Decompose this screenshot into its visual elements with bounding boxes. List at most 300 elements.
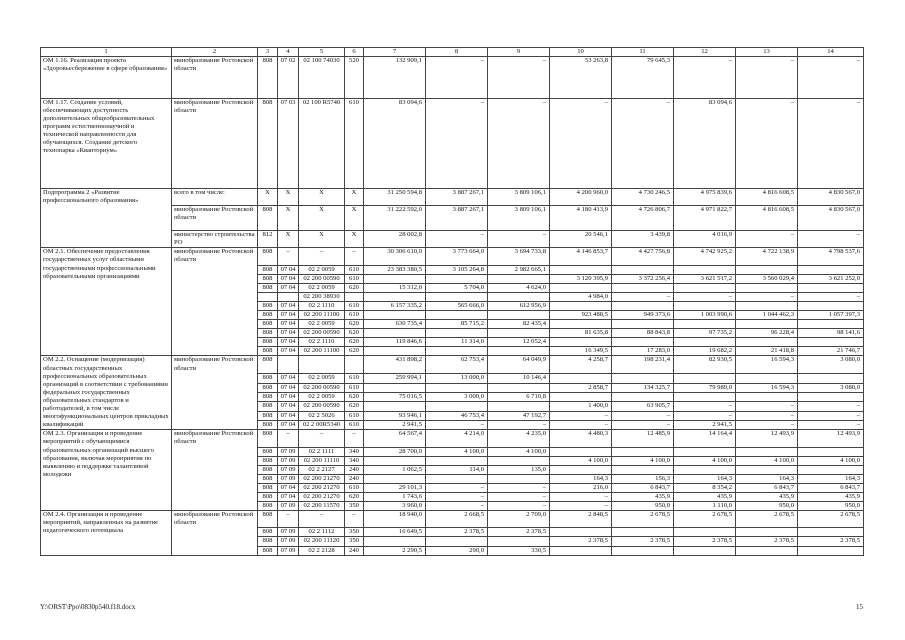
cell-col-9: – bbox=[488, 57, 550, 99]
cell-col-8: 3 105 264,8 bbox=[426, 265, 488, 274]
cell-col-4 bbox=[278, 292, 299, 301]
cell-col-8 bbox=[426, 402, 488, 411]
cell-col-12 bbox=[674, 265, 736, 274]
cell-col-13: 164,3 bbox=[736, 474, 798, 483]
cell-col-9: 6 710,8 bbox=[488, 392, 550, 401]
cell-col-8: 5 704,0 bbox=[426, 283, 488, 292]
cell-col-5: – bbox=[299, 511, 345, 528]
cell-col-11: 4 726 806,7 bbox=[612, 205, 674, 230]
cell-col-4: 07 04 bbox=[278, 411, 299, 420]
table-row bbox=[41, 98, 864, 188]
cell-col-7: 2 941,5 bbox=[364, 420, 426, 429]
cell-col-12 bbox=[674, 392, 736, 401]
cell-col-4: 07 04 bbox=[278, 320, 299, 329]
cell-col-6: 610 bbox=[345, 420, 364, 429]
cell-col-5: 02 2 1112 bbox=[299, 528, 345, 537]
cell-col-8: 13 000,0 bbox=[426, 374, 488, 383]
cell-col-7 bbox=[364, 537, 426, 546]
cell-col-3: 808 bbox=[258, 511, 278, 528]
cell-col-13 bbox=[736, 528, 798, 537]
cell-col-13: 435,9 bbox=[736, 492, 798, 501]
cell-col-3: 808 bbox=[258, 283, 278, 292]
cell-col-7 bbox=[364, 383, 426, 392]
cell-col-3: 808 bbox=[258, 420, 278, 429]
cell-col-3: 808 bbox=[258, 320, 278, 329]
cell-col-14: 164,3 bbox=[798, 474, 864, 483]
cell-col-13: 2 378,5 bbox=[736, 537, 798, 546]
cell-col-14: 950,0 bbox=[798, 502, 864, 511]
cell-col-7: 83 094,6 bbox=[364, 98, 426, 188]
cell-col-5: 02 200 21270 bbox=[299, 492, 345, 501]
cell-col-10 bbox=[550, 546, 612, 555]
cell-col-11 bbox=[612, 301, 674, 310]
cell-col-6: 610 bbox=[345, 411, 364, 420]
cell-col-14: – bbox=[798, 402, 864, 411]
cell-col-8 bbox=[426, 456, 488, 465]
cell-col-10 bbox=[550, 528, 612, 537]
cell-col-12 bbox=[674, 447, 736, 456]
cell-col-8: 46 753,4 bbox=[426, 411, 488, 420]
cell-col-14 bbox=[798, 265, 864, 274]
cell-col-9 bbox=[488, 537, 550, 546]
cell-col-8: – bbox=[426, 231, 488, 248]
cell-col-12 bbox=[674, 546, 736, 555]
cell-col-13: – bbox=[736, 420, 798, 429]
cell-col-5: X bbox=[299, 188, 345, 205]
cell-col-10: 4 100,0 bbox=[550, 456, 612, 465]
cell-col-4: 07 02 bbox=[278, 57, 299, 99]
cell-col-8: 4 214,0 bbox=[426, 430, 488, 447]
cell-col-12: – bbox=[674, 292, 736, 301]
cell-col-9 bbox=[488, 329, 550, 338]
cell-col-4 bbox=[278, 356, 299, 374]
column-number: 3 bbox=[258, 48, 278, 57]
cell-col-4: 07 04 bbox=[278, 492, 299, 501]
column-number: 6 bbox=[345, 48, 364, 57]
cell-col-10 bbox=[550, 374, 612, 383]
cell-col-10: – bbox=[550, 502, 612, 511]
cell-col-3: 808 bbox=[258, 248, 278, 265]
executor: минобразование Ростовской области bbox=[172, 430, 258, 511]
cell-col-11: 88 843,8 bbox=[612, 329, 674, 338]
cell-col-13: 21 418,8 bbox=[736, 347, 798, 356]
cell-col-4: X bbox=[278, 231, 299, 248]
cell-col-5: – bbox=[299, 248, 345, 265]
cell-col-7: 93 946,1 bbox=[364, 411, 426, 420]
cell-col-3: 808 bbox=[258, 383, 278, 392]
cell-col-7: 2 290,5 bbox=[364, 546, 426, 555]
cell-col-10: 4 258,7 bbox=[550, 356, 612, 374]
cell-col-7: 30 306 610,0 bbox=[364, 248, 426, 265]
cell-col-6: – bbox=[345, 248, 364, 265]
cell-col-11 bbox=[612, 374, 674, 383]
cell-col-11: 6 843,7 bbox=[612, 483, 674, 492]
cell-col-8: 62 753,4 bbox=[426, 356, 488, 374]
cell-col-5: 02 100 74030 bbox=[299, 57, 345, 99]
cell-col-12: 82 930,5 bbox=[674, 356, 736, 374]
cell-col-5: 02 200 11570 bbox=[299, 502, 345, 511]
cell-col-10: 2 378,5 bbox=[550, 537, 612, 546]
cell-col-5: 02 2 1111 bbox=[299, 447, 345, 456]
cell-col-14: 2 678,5 bbox=[798, 511, 864, 528]
cell-col-9: 612 956,9 bbox=[488, 301, 550, 310]
cell-col-14: – bbox=[798, 292, 864, 301]
cell-col-7 bbox=[364, 347, 426, 356]
cell-col-13: 16 594,3 bbox=[736, 383, 798, 392]
cell-col-13: 4 816 608,5 bbox=[736, 188, 798, 205]
subprogram-name: Подпрограмма 2 «Развитие профессионального образования» bbox=[41, 188, 172, 248]
cell-col-6: 610 bbox=[345, 311, 364, 320]
cell-col-9: 64 049,9 bbox=[488, 356, 550, 374]
cell-col-4: 07 04 bbox=[278, 392, 299, 401]
table-row bbox=[41, 248, 864, 265]
cell-col-14: 4 830 567,0 bbox=[798, 188, 864, 205]
cell-col-11 bbox=[612, 447, 674, 456]
cell-col-3: 808 bbox=[258, 274, 278, 283]
cell-col-5: 02 2 0059 bbox=[299, 320, 345, 329]
cell-col-6: 620 bbox=[345, 338, 364, 347]
cell-col-3: 808 bbox=[258, 465, 278, 474]
cell-col-4: 07 04 bbox=[278, 265, 299, 274]
cell-col-4: 07 04 bbox=[278, 347, 299, 356]
cell-col-6: 620 bbox=[345, 347, 364, 356]
cell-col-12: 14 164,4 bbox=[674, 430, 736, 447]
cell-col-4: 07 04 bbox=[278, 383, 299, 392]
cell-col-14 bbox=[798, 546, 864, 555]
cell-col-5: 02 200 11100 bbox=[299, 347, 345, 356]
cell-col-10: – bbox=[550, 98, 612, 188]
budget-table-sheet bbox=[40, 47, 863, 556]
cell-col-4: 07 09 bbox=[278, 465, 299, 474]
table-row bbox=[41, 188, 864, 205]
cell-col-8 bbox=[426, 383, 488, 392]
cell-col-3: 808 bbox=[258, 528, 278, 537]
cell-col-4: 07 04 bbox=[278, 274, 299, 283]
cell-col-4: 07 09 bbox=[278, 456, 299, 465]
cell-col-12 bbox=[674, 374, 736, 383]
cell-col-13: – bbox=[736, 402, 798, 411]
cell-col-11 bbox=[612, 338, 674, 347]
cell-col-13: 4 100,0 bbox=[736, 456, 798, 465]
cell-col-5: 02 2 2127 bbox=[299, 465, 345, 474]
cell-col-6 bbox=[345, 356, 364, 374]
cell-col-3: 808 bbox=[258, 205, 278, 230]
executor: всего в том числе: bbox=[172, 188, 258, 205]
cell-col-12 bbox=[674, 528, 736, 537]
cell-col-12: 164,3 bbox=[674, 474, 736, 483]
cell-col-4: 07 03 bbox=[278, 98, 299, 188]
cell-col-14: 12 493,9 bbox=[798, 430, 864, 447]
cell-col-7: 431 898,2 bbox=[364, 356, 426, 374]
cell-col-6: 350 bbox=[345, 537, 364, 546]
cell-col-10: – bbox=[550, 420, 612, 429]
cell-col-12: 2 378,5 bbox=[674, 537, 736, 546]
cell-col-7: 75 016,5 bbox=[364, 392, 426, 401]
measure-name: ОМ 2.2. Оснащение (модернизация) областных государственных профессиональных образовательных организаций в соответствии с требованиями федеральных государственных образовательных стандартов и работодателей, в том числе многофункциональных центров прикладных квалификаций bbox=[41, 356, 172, 430]
cell-col-8: 11 314,0 bbox=[426, 338, 488, 347]
cell-col-11: 2 378,5 bbox=[612, 537, 674, 546]
cell-col-12: 19 682,2 bbox=[674, 347, 736, 356]
cell-col-7: 31 250 594,8 bbox=[364, 188, 426, 205]
cell-col-5: 02 2 5026 bbox=[299, 411, 345, 420]
cell-col-14 bbox=[798, 320, 864, 329]
cell-col-10: – bbox=[550, 411, 612, 420]
cell-col-9: 82 435,4 bbox=[488, 320, 550, 329]
cell-col-3: 808 bbox=[258, 456, 278, 465]
cell-col-14: 6 843,7 bbox=[798, 483, 864, 492]
cell-col-11: 63 905,7 bbox=[612, 402, 674, 411]
cell-col-5: 02 200 21270 bbox=[299, 483, 345, 492]
cell-col-8: 2 378,5 bbox=[426, 528, 488, 537]
cell-col-13: – bbox=[736, 57, 798, 99]
cell-col-6: 610 bbox=[345, 265, 364, 274]
cell-col-14: 3 080,0 bbox=[798, 356, 864, 374]
cell-col-6: 610 bbox=[345, 483, 364, 492]
cell-col-12: 8 354,2 bbox=[674, 483, 736, 492]
cell-col-5: 02 200 00590 bbox=[299, 402, 345, 411]
table-row bbox=[41, 57, 864, 99]
cell-col-7 bbox=[364, 402, 426, 411]
column-number-row bbox=[41, 48, 864, 57]
cell-col-7 bbox=[364, 329, 426, 338]
cell-col-10 bbox=[550, 465, 612, 474]
cell-col-9: – bbox=[488, 420, 550, 429]
cell-col-7: 16 649,5 bbox=[364, 528, 426, 537]
cell-col-3: 808 bbox=[258, 483, 278, 492]
cell-col-6: 240 bbox=[345, 546, 364, 555]
executor: минобразование Ростовской области bbox=[172, 57, 258, 99]
cell-col-12: – bbox=[674, 57, 736, 99]
table-row bbox=[41, 430, 864, 447]
cell-col-8: – bbox=[426, 483, 488, 492]
cell-col-9: 3 809 106,1 bbox=[488, 188, 550, 205]
cell-col-13: – bbox=[736, 231, 798, 248]
cell-col-7: 23 383 380,5 bbox=[364, 265, 426, 274]
cell-col-13 bbox=[736, 465, 798, 474]
cell-col-10 bbox=[550, 301, 612, 310]
cell-col-9: 2 982 665,1 bbox=[488, 265, 550, 274]
cell-col-7: 630 735,4 bbox=[364, 320, 426, 329]
cell-col-6: 610 bbox=[345, 301, 364, 310]
executor: минобразование Ростовской области bbox=[172, 205, 258, 230]
cell-col-13 bbox=[736, 265, 798, 274]
cell-col-8: 290,0 bbox=[426, 546, 488, 555]
cell-col-6: 350 bbox=[345, 528, 364, 537]
cell-col-6: 610 bbox=[345, 374, 364, 383]
cell-col-10: 1 400,0 bbox=[550, 402, 612, 411]
cell-col-10 bbox=[550, 283, 612, 292]
cell-col-11 bbox=[612, 320, 674, 329]
cell-col-14: 3 080,0 bbox=[798, 383, 864, 392]
column-number: 13 bbox=[736, 48, 798, 57]
cell-col-13 bbox=[736, 301, 798, 310]
executor: минобразование Ростовской области bbox=[172, 511, 258, 555]
cell-col-9 bbox=[488, 474, 550, 483]
cell-col-13: 2 678,5 bbox=[736, 511, 798, 528]
cell-col-10 bbox=[550, 447, 612, 456]
cell-col-3: 808 bbox=[258, 411, 278, 420]
cell-col-6: 610 bbox=[345, 274, 364, 283]
cell-col-9: – bbox=[488, 502, 550, 511]
cell-col-14 bbox=[798, 392, 864, 401]
cell-col-4: 07 09 bbox=[278, 537, 299, 546]
cell-col-9: – bbox=[488, 98, 550, 188]
cell-col-12 bbox=[674, 338, 736, 347]
cell-col-14 bbox=[798, 283, 864, 292]
cell-col-12: 2 941,5 bbox=[674, 420, 736, 429]
cell-col-4: 07 04 bbox=[278, 402, 299, 411]
cell-col-12: 1 110,0 bbox=[674, 502, 736, 511]
cell-col-8 bbox=[426, 274, 488, 283]
cell-col-14: 2 378,5 bbox=[798, 537, 864, 546]
cell-col-8: – bbox=[426, 502, 488, 511]
cell-col-4: 07 09 bbox=[278, 502, 299, 511]
cell-col-6: 620 bbox=[345, 329, 364, 338]
cell-col-10: 20 546,1 bbox=[550, 231, 612, 248]
cell-col-6: – bbox=[345, 511, 364, 528]
cell-col-4: 07 04 bbox=[278, 329, 299, 338]
cell-col-8: 3 887 267,1 bbox=[426, 205, 488, 230]
cell-col-8 bbox=[426, 537, 488, 546]
cell-col-4: 07 09 bbox=[278, 474, 299, 483]
cell-col-3: 808 bbox=[258, 265, 278, 274]
cell-col-13: 1 044 462,3 bbox=[736, 311, 798, 320]
program-funding-table bbox=[40, 47, 864, 556]
cell-col-14: 435,9 bbox=[798, 492, 864, 501]
cell-col-11: 4 100,0 bbox=[612, 456, 674, 465]
cell-col-11 bbox=[612, 546, 674, 555]
cell-col-10: 53 263,8 bbox=[550, 57, 612, 99]
page-number: 15 bbox=[856, 603, 863, 611]
cell-col-11 bbox=[612, 465, 674, 474]
cell-col-12 bbox=[674, 320, 736, 329]
cell-col-12: 3 621 517,2 bbox=[674, 274, 736, 283]
cell-col-4: X bbox=[278, 188, 299, 205]
cell-col-6: 610 bbox=[345, 98, 364, 188]
cell-col-5: 02 100 R5740 bbox=[299, 98, 345, 188]
cell-col-7: 18 940,0 bbox=[364, 511, 426, 528]
cell-col-5: 02 2 0059 bbox=[299, 265, 345, 274]
cell-col-13 bbox=[736, 338, 798, 347]
cell-col-9: – bbox=[488, 483, 550, 492]
cell-col-6: 610 bbox=[345, 383, 364, 392]
column-number: 8 bbox=[426, 48, 488, 57]
cell-col-4: 07 04 bbox=[278, 420, 299, 429]
cell-col-3: 808 bbox=[258, 374, 278, 383]
cell-col-12 bbox=[674, 283, 736, 292]
cell-col-9: 2 709,0 bbox=[488, 511, 550, 528]
cell-col-13 bbox=[736, 320, 798, 329]
cell-col-7: 31 222 592,0 bbox=[364, 205, 426, 230]
cell-col-8 bbox=[426, 474, 488, 483]
cell-col-4: 07 04 bbox=[278, 338, 299, 347]
cell-col-11: 949 373,6 bbox=[612, 311, 674, 320]
cell-col-6: 620 bbox=[345, 492, 364, 501]
cell-col-8: 85 715,2 bbox=[426, 320, 488, 329]
cell-col-14 bbox=[798, 374, 864, 383]
cell-col-8 bbox=[426, 347, 488, 356]
cell-col-10: 4 480,3 bbox=[550, 430, 612, 447]
cell-col-5: 02 2 1110 bbox=[299, 301, 345, 310]
cell-col-5: 02 200 00590 bbox=[299, 329, 345, 338]
cell-col-14: 98 141,6 bbox=[798, 329, 864, 338]
cell-col-7 bbox=[364, 292, 426, 301]
cell-col-10: 2 858,7 bbox=[550, 383, 612, 392]
cell-col-4: – bbox=[278, 511, 299, 528]
executor: министерство строительства РО bbox=[172, 231, 258, 248]
cell-col-11: – bbox=[612, 411, 674, 420]
cell-col-3: 808 bbox=[258, 492, 278, 501]
cell-col-14: 3 621 252,0 bbox=[798, 274, 864, 283]
cell-col-9 bbox=[488, 383, 550, 392]
cell-col-11: 198 231,4 bbox=[612, 356, 674, 374]
cell-col-3: 808 bbox=[258, 430, 278, 447]
cell-col-9: 47 192,7 bbox=[488, 411, 550, 420]
cell-col-10: 3 120 395,9 bbox=[550, 274, 612, 283]
cell-col-5: 02 200 21270 bbox=[299, 474, 345, 483]
cell-col-9: – bbox=[488, 231, 550, 248]
cell-col-6: 340 bbox=[345, 447, 364, 456]
cell-col-14 bbox=[798, 338, 864, 347]
cell-col-12 bbox=[674, 465, 736, 474]
cell-col-4: 07 09 bbox=[278, 546, 299, 555]
cell-col-12: 4 975 839,6 bbox=[674, 188, 736, 205]
cell-col-4: 07 04 bbox=[278, 311, 299, 320]
cell-col-9: 3 809 106,1 bbox=[488, 205, 550, 230]
column-number: 12 bbox=[674, 48, 736, 57]
executor: минобразование Ростовской области bbox=[172, 98, 258, 188]
cell-col-7: 15 312,0 bbox=[364, 283, 426, 292]
cell-col-12: – bbox=[674, 411, 736, 420]
cell-col-3: 808 bbox=[258, 311, 278, 320]
cell-col-11: 3 439,8 bbox=[612, 231, 674, 248]
cell-col-4: 07 09 bbox=[278, 528, 299, 537]
cell-col-12: 4 742 925,2 bbox=[674, 248, 736, 265]
column-number: 10 bbox=[550, 48, 612, 57]
cell-col-5: 02 200 00590 bbox=[299, 274, 345, 283]
column-number: 14 bbox=[798, 48, 864, 57]
cell-col-11: 17 283,0 bbox=[612, 347, 674, 356]
cell-col-14: 1 057 397,3 bbox=[798, 311, 864, 320]
cell-col-9 bbox=[488, 456, 550, 465]
cell-col-7: 1 062,5 bbox=[364, 465, 426, 474]
cell-col-10: 4 200 960,0 bbox=[550, 188, 612, 205]
cell-col-3: X bbox=[258, 188, 278, 205]
cell-col-13: 96 228,4 bbox=[736, 329, 798, 338]
cell-col-4: 07 04 bbox=[278, 283, 299, 292]
table-row bbox=[41, 356, 864, 374]
cell-col-11 bbox=[612, 283, 674, 292]
cell-col-6: X bbox=[345, 231, 364, 248]
cell-col-14: – bbox=[798, 420, 864, 429]
cell-col-3: 808 bbox=[258, 546, 278, 555]
cell-col-9 bbox=[488, 274, 550, 283]
cell-col-6: 520 bbox=[345, 57, 364, 99]
cell-col-11: 79 645,3 bbox=[612, 57, 674, 99]
cell-col-9: 330,5 bbox=[488, 546, 550, 555]
cell-col-3: 808 bbox=[258, 392, 278, 401]
column-number: 5 bbox=[299, 48, 345, 57]
cell-col-13: 16 594,3 bbox=[736, 356, 798, 374]
cell-col-3: 808 bbox=[258, 447, 278, 456]
cell-col-5: 02 200 11100 bbox=[299, 311, 345, 320]
cell-col-8 bbox=[426, 329, 488, 338]
cell-col-8: 3 887 267,1 bbox=[426, 188, 488, 205]
cell-col-3: 808 bbox=[258, 502, 278, 511]
cell-col-13: – bbox=[736, 98, 798, 188]
cell-col-12 bbox=[674, 301, 736, 310]
measure-name: ОМ 2.1. Обеспечение предоставления государственных услуг областными государственными профессиональными образовательными организациями bbox=[41, 248, 172, 356]
